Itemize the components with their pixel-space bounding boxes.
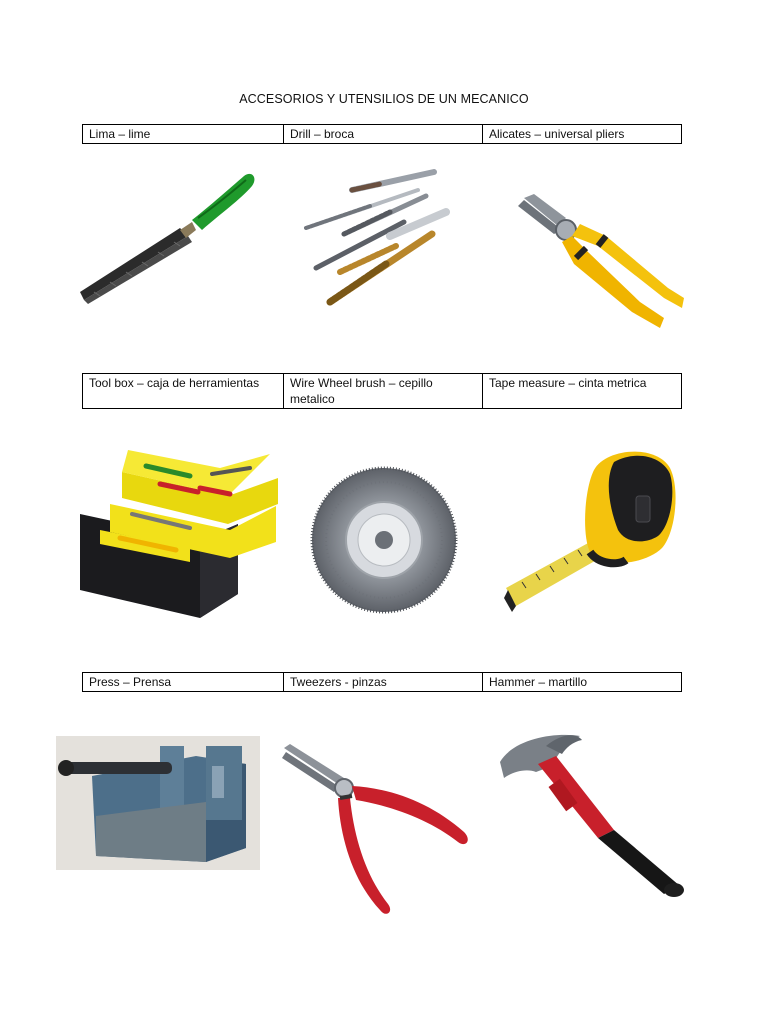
hammer-icon xyxy=(486,718,718,910)
label-file: Lima – lime xyxy=(83,125,284,144)
label-table-row-2 xyxy=(82,373,682,409)
pliers-icon xyxy=(514,190,689,335)
label-table-row-1 xyxy=(82,124,682,144)
label-toolbox: Tool box – caja de herramientas xyxy=(83,374,284,409)
needle-nose-pliers-icon xyxy=(280,740,474,920)
wire-wheel-icon xyxy=(310,466,460,616)
label-pliers: Alicates – universal pliers xyxy=(483,125,682,144)
file-icon xyxy=(80,168,260,308)
label-vise: Press – Prensa xyxy=(83,673,284,692)
label-wire-wheel: Wire Wheel brush – cepillo metalico xyxy=(284,374,483,409)
drill-bits-icon xyxy=(300,160,450,310)
page-title: ACCESORIOS Y UTENSILIOS DE UN MECANICO xyxy=(239,92,529,106)
toolbox-icon xyxy=(80,444,280,622)
label-tweezers: Tweezers - pinzas xyxy=(284,673,483,692)
tape-measure-icon xyxy=(486,440,684,626)
vise-icon xyxy=(56,736,260,870)
label-hammer: Hammer – martillo xyxy=(483,673,682,692)
label-table-row-3 xyxy=(82,672,682,692)
label-drill: Drill – broca xyxy=(284,125,483,144)
label-tape-measure: Tape measure – cinta metrica xyxy=(483,374,682,409)
